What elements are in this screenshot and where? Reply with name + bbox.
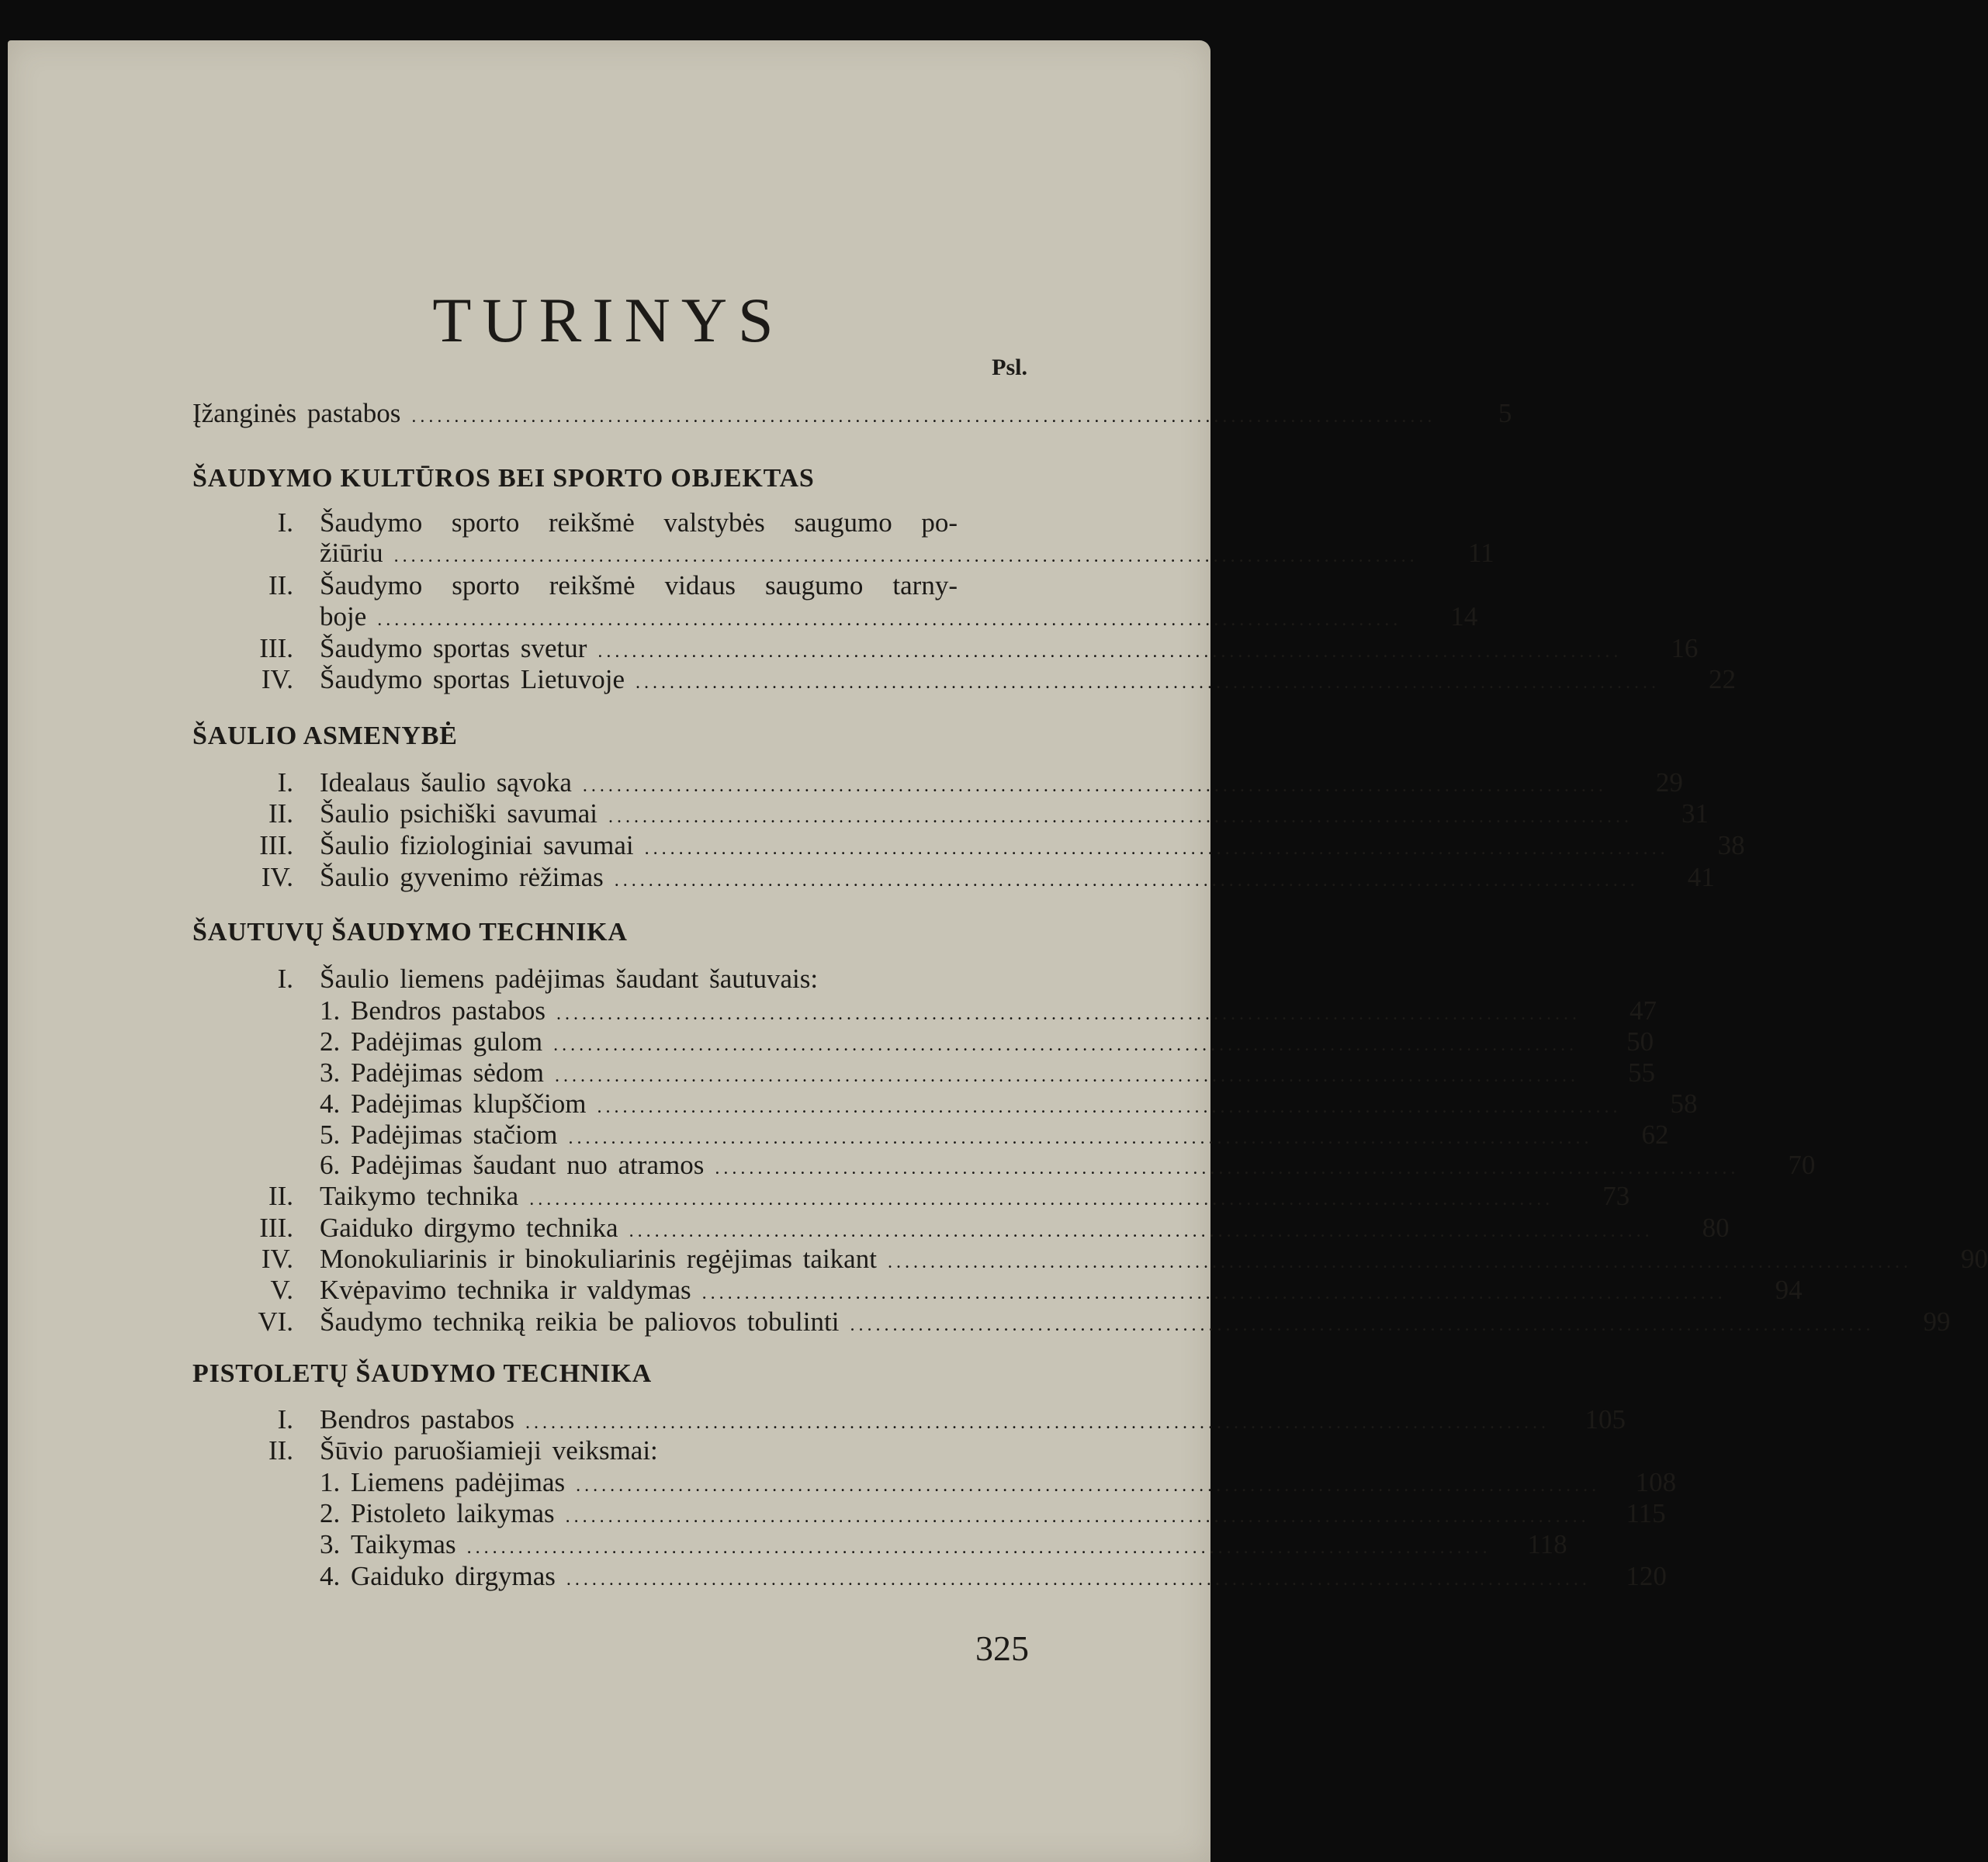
dot-leader: ........................................................................................................................ (608, 807, 1633, 827)
entry-page: 62 (1641, 1120, 1669, 1150)
entry-title: Padėjimas šaudant nuo atramos (351, 1150, 705, 1180)
subentry-number: 3. (320, 1529, 341, 1559)
dot-leader: ........................................................................................................................ (614, 870, 1639, 891)
toc-entry (320, 1307, 1951, 1341)
entry-numeral: IV. (261, 1244, 293, 1274)
subentry-number: 1. (320, 1467, 341, 1497)
toc-entry (320, 538, 1494, 572)
toc-entry (351, 1498, 1666, 1532)
entry-page: 11 (1467, 538, 1494, 568)
toc-entry (320, 1181, 1630, 1215)
dot-leader: ........................................................................................................................ (701, 1283, 1727, 1303)
subentry-number: 1. (320, 995, 341, 1026)
dot-leader: ........................................................................................................................ (597, 642, 1623, 662)
entry-numeral: I. (277, 767, 293, 798)
entry-numeral: III. (259, 1213, 293, 1243)
entry-title: žiūriu (320, 538, 383, 568)
entry-numeral: IV. (261, 862, 293, 892)
entry-title: Taikymo technika (320, 1181, 519, 1211)
dot-leader: ........................................................................................................................ (377, 610, 1402, 630)
entry-page: 5 (1498, 398, 1512, 428)
subentry-number: 2. (320, 1498, 341, 1528)
entry-page: 31 (1681, 798, 1709, 829)
dot-leader: ........................................................................................................................ (529, 1189, 1554, 1210)
entry-title: Šūvio paruošiamieji veiksmai: (320, 1435, 658, 1466)
entry-title: Šaulio psichiški savumai (320, 798, 598, 829)
entry-page: 90 (1960, 1244, 1988, 1274)
entry-page: 118 (1527, 1529, 1567, 1559)
toc-entry (320, 601, 1478, 635)
entry-title: Šaudymo sportas Lietuvoje (320, 664, 625, 694)
toc-entry (351, 1150, 1816, 1184)
entry-numeral: II. (268, 570, 293, 600)
toc-entry (320, 830, 1745, 864)
entry-title: Bendros pastabos (320, 1404, 514, 1435)
toc-entry (320, 507, 1027, 538)
entry-title: Idealaus šaulio sąvoka (320, 767, 572, 798)
dot-leader: ........................................................................................................................ (555, 1066, 1579, 1086)
toc-entry (351, 1120, 1669, 1154)
dot-leader: ........................................................................................................................ (553, 1035, 1578, 1055)
dot-leader: ........................................................................................................................ (629, 1221, 1654, 1241)
toc-entry (320, 633, 1699, 667)
toc-entry (320, 862, 1715, 896)
entry-title: Šaudymo sporto reikšmė valstybės saugumo po- (320, 507, 958, 538)
dot-leader: ........................................................................................................................ (636, 673, 1661, 693)
entry-title: Gaiduko dirgymas (351, 1561, 556, 1591)
toc-entry (351, 1057, 1655, 1092)
dot-leader: ........................................................................................................................ (565, 1507, 1590, 1527)
entry-title: Šaulio gyvenimo rėžimas (320, 862, 604, 892)
entry-numeral: I. (277, 1404, 293, 1435)
dot-leader: ........................................................................................................................ (393, 546, 1418, 566)
toc-entry (320, 964, 1027, 995)
subentry-number: 6. (320, 1150, 341, 1180)
entry-numeral: V. (270, 1275, 293, 1305)
entry-title: boje (320, 601, 367, 632)
dot-leader: ........................................................................................................................ (715, 1158, 1740, 1178)
entry-title: Šaudymo sportas svetur (320, 633, 587, 663)
entry-title: Įžanginės pastabos (192, 398, 401, 428)
entry-page: 38 (1717, 830, 1745, 860)
entry-title: Bendros pastabos (351, 995, 545, 1026)
entry-page: 105 (1585, 1404, 1626, 1435)
toc-entry (351, 1529, 1567, 1563)
subentry-number: 3. (320, 1057, 341, 1088)
entry-page: 29 (1655, 767, 1683, 798)
entry-title: Padėjimas sėdom (351, 1057, 544, 1088)
entry-title: Šaudymo techniką reikia be paliovos tobulinti (320, 1307, 840, 1337)
toc-entry (320, 767, 1683, 801)
dot-leader: ........................................................................................................................ (568, 1128, 1593, 1148)
entry-page: 73 (1602, 1181, 1630, 1211)
entry-numeral: VI. (258, 1307, 293, 1337)
entry-numeral: IV. (261, 664, 293, 694)
entry-page: 50 (1626, 1026, 1654, 1057)
toc-entry (320, 1404, 1626, 1438)
subentry-number: 4. (320, 1561, 341, 1591)
page-title: TURINYS (432, 285, 784, 355)
dot-leader: ........................................................................................................................ (644, 839, 1669, 859)
entry-title: Padėjimas stačiom (351, 1120, 558, 1150)
toc-entry (192, 398, 1512, 432)
toc-entry (351, 995, 1657, 1030)
dot-leader: ........................................................................................................................ (566, 1570, 1591, 1590)
section-heading: ŠAULIO ASMENYBĖ (192, 722, 458, 750)
dot-leader: ........................................................................................................................ (466, 1538, 1491, 1558)
page-number: 325 (975, 1628, 1029, 1668)
entry-title: Taikymas (351, 1529, 456, 1559)
dot-leader: ........................................................................................................................ (525, 1413, 1550, 1433)
entry-title: Monokuliarinis ir binokuliarinis regėjimas taikant (320, 1244, 877, 1274)
entry-numeral: II. (268, 1181, 293, 1211)
entry-title: Padėjimas gulom (351, 1026, 543, 1057)
subentry-number: 2. (320, 1026, 341, 1057)
dot-leader: ........................................................................................................................ (411, 407, 1436, 427)
toc-entry (320, 1435, 1027, 1466)
toc-entry (320, 570, 1027, 601)
entry-page: 22 (1709, 664, 1737, 694)
dot-leader: ........................................................................................................................ (597, 1097, 1622, 1117)
entry-page: 70 (1788, 1150, 1816, 1180)
entry-page: 115 (1626, 1498, 1666, 1528)
subentry-number: 5. (320, 1120, 341, 1150)
entry-page: 94 (1775, 1275, 1803, 1305)
toc-entry (320, 1213, 1730, 1247)
entry-numeral: III. (259, 633, 293, 663)
entry-page: 58 (1670, 1088, 1698, 1119)
entry-title: Kvėpavimo technika ir valdymas (320, 1275, 691, 1305)
toc-entry (320, 664, 1737, 698)
entry-page: 120 (1626, 1561, 1667, 1591)
subentry-number: 4. (320, 1088, 341, 1119)
entry-page: 80 (1702, 1213, 1730, 1243)
page-column-label: Psl. (992, 355, 1027, 380)
entry-page: 14 (1450, 601, 1478, 632)
dot-leader: ........................................................................................................................ (887, 1252, 1912, 1272)
entry-page: 108 (1635, 1467, 1677, 1497)
toc-entry (320, 1275, 1803, 1309)
entry-page: 16 (1671, 633, 1699, 663)
entry-title: Šaulio liemens padėjimas šaudant šautuvais: (320, 964, 819, 994)
entry-title: Šaulio fiziologiniai savumai (320, 830, 634, 860)
section-heading: ŠAUDYMO KULTŪROS BEI SPORTO OBJEKTAS (192, 464, 815, 493)
toc-entry (320, 798, 1709, 832)
entry-numeral: I. (277, 507, 293, 538)
dot-leader: ........................................................................................................................ (576, 1476, 1601, 1496)
entry-numeral: I. (277, 964, 293, 994)
entry-numeral: III. (259, 830, 293, 860)
toc-entry (351, 1561, 1667, 1595)
dot-leader: ........................................................................................................................ (582, 776, 1607, 796)
toc-entry (351, 1088, 1698, 1123)
entry-page: 41 (1687, 862, 1715, 892)
entry-title: Gaiduko dirgymo technika (320, 1213, 618, 1243)
section-heading: ŠAUTUVŲ ŠAUDYMO TECHNIKA (192, 918, 628, 947)
entry-page: 47 (1629, 995, 1657, 1026)
entry-title: Šaudymo sporto reikšmė vidaus saugumo tarny- (320, 570, 958, 600)
section-heading: PISTOLETŲ ŠAUDYMO TECHNIKA (192, 1359, 652, 1388)
entry-page: 55 (1628, 1057, 1655, 1088)
entry-numeral: II. (268, 798, 293, 829)
dot-leader: ........................................................................................................................ (556, 1004, 1581, 1024)
entry-title: Padėjimas klupščiom (351, 1088, 587, 1119)
toc-entry (351, 1026, 1654, 1061)
dot-leader: ........................................................................................................................ (850, 1315, 1875, 1335)
toc-entry (320, 1244, 1988, 1278)
entry-title: Liemens padėjimas (351, 1467, 566, 1497)
entry-title: Pistoleto laikymas (351, 1498, 555, 1528)
entry-page: 99 (1923, 1307, 1951, 1337)
entry-numeral: II. (268, 1435, 293, 1466)
toc-entry (351, 1467, 1677, 1501)
